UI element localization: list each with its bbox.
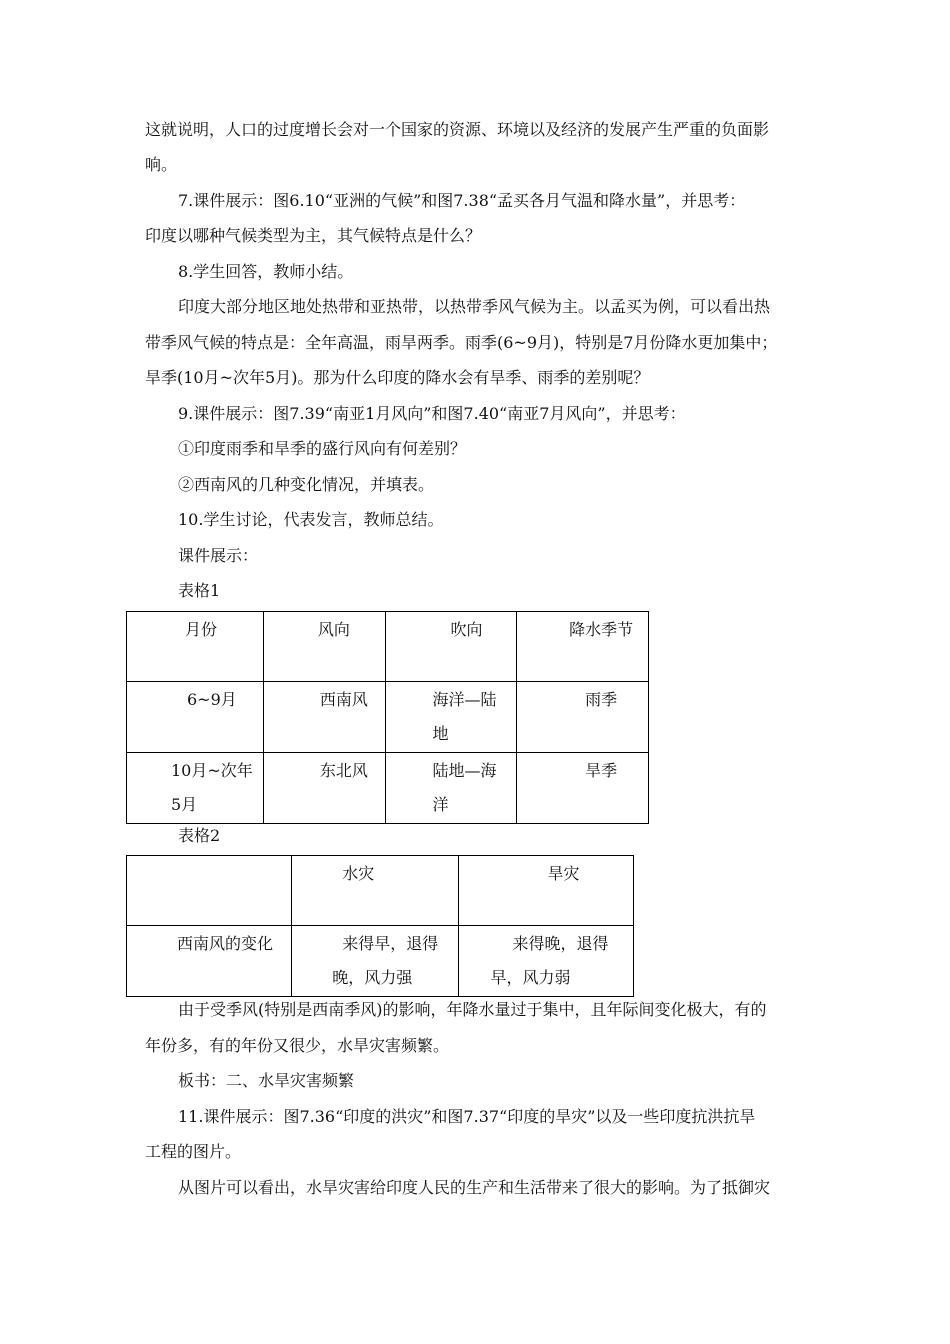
paragraph-line: 印度大部分地区地处热带和亚热带，以热带季风气候为主。以孟买为例，可以看出热 bbox=[178, 297, 771, 316]
table-row bbox=[127, 926, 634, 997]
cell-line: 海洋—陆 bbox=[432, 690, 497, 709]
table-cell bbox=[386, 682, 517, 753]
table-header-cell: 降水季节 bbox=[517, 612, 649, 682]
cell-line: 5月 bbox=[171, 795, 198, 814]
paragraph-line: ②西南风的几种变化情况，并填表。 bbox=[178, 475, 435, 494]
paragraph-line: 10.学生讨论，代表发言，教师总结。 bbox=[178, 510, 444, 529]
table-header-cell bbox=[127, 856, 292, 926]
cell-line: 晚，风力强 bbox=[332, 968, 413, 987]
table-cell bbox=[292, 926, 458, 997]
table-header-cell: 旱灾 bbox=[458, 856, 633, 926]
table-cell: 东北风 bbox=[263, 753, 386, 824]
paragraph-line: 课件展示： bbox=[178, 546, 259, 565]
table-header-cell: 月份 bbox=[127, 612, 264, 682]
table-header-cell: 吹向 bbox=[386, 612, 517, 682]
paragraph-line: 响。 bbox=[145, 155, 178, 174]
paragraph-line: 板书：二、水旱灾害频繁 bbox=[178, 1071, 355, 1090]
cell-line: 地 bbox=[432, 724, 449, 743]
table-cell: 雨季 bbox=[517, 682, 649, 753]
paragraph-line: 年份多，有的年份又很少，水旱灾害频繁。 bbox=[145, 1036, 450, 1055]
table-cell bbox=[458, 926, 633, 997]
table-cell: 西南风的变化 bbox=[127, 926, 292, 997]
table-cell: 6~9月 bbox=[127, 682, 264, 753]
table-caption: 表格2 bbox=[178, 826, 221, 845]
wind-table bbox=[126, 611, 649, 824]
paragraph-line: 由于受季风(特别是西南季风)的影响，年降水量过于集中，且年际间变化极大，有的 bbox=[178, 1000, 767, 1019]
cell-line: 早，风力弱 bbox=[490, 968, 571, 987]
table-cell: 旱季 bbox=[517, 753, 649, 824]
table-header-cell: 风向 bbox=[263, 612, 386, 682]
table-row bbox=[127, 753, 649, 824]
paragraph-line: 9.课件展示：图7.39“南亚1月风向”和图7.40“南亚7月风向”，并思考： bbox=[178, 404, 686, 423]
paragraph-line: 工程的图片。 bbox=[145, 1142, 242, 1161]
table-header-row bbox=[127, 856, 634, 926]
paragraph-line: 带季风气候的特点是：全年高温，雨旱两季。雨季(6~9月)，特别是7月份降水更加集中； bbox=[145, 333, 778, 352]
cell-line: 陆地—海 bbox=[432, 761, 497, 780]
paragraph-line: 11.课件展示：图7.36“印度的洪灾”和图7.37“印度的旱灾”以及一些印度抗洪抗旱 bbox=[178, 1107, 756, 1126]
cell-line: 来得晚，退得 bbox=[512, 934, 609, 953]
paragraph-line: ①印度雨季和旱季的盛行风向有何差别？ bbox=[178, 439, 467, 458]
paragraph-line: 8.学生回答，教师小结。 bbox=[178, 262, 354, 281]
cell-line: 洋 bbox=[432, 795, 449, 814]
table-cell bbox=[127, 753, 264, 824]
paragraph-line: 旱季(10月~次年5月)。那为什么印度的降水会有旱季、雨季的差别呢？ bbox=[145, 368, 650, 387]
table-cell bbox=[386, 753, 517, 824]
paragraph-line: 从图片可以看出，水旱灾害给印度人民的生产和生活带来了很大的影响。为了抵御灾 bbox=[178, 1178, 771, 1197]
cell-line: 10月~次年 bbox=[171, 761, 253, 780]
paragraph-line: 7.课件展示：图6.10“亚洲的气候”和图7.38“孟买各月气温和降水量”，并思考： bbox=[178, 191, 746, 210]
table-caption: 表格1 bbox=[178, 581, 221, 600]
disaster-table bbox=[126, 855, 634, 997]
paragraph-line: 印度以哪种气候类型为主，其气候特点是什么？ bbox=[145, 226, 482, 245]
paragraph-line: 这就说明，人口的过度增长会对一个国家的资源、环境以及经济的发展产生严重的负面影 bbox=[145, 120, 770, 139]
table-header-cell: 水灾 bbox=[292, 856, 458, 926]
table-header-row bbox=[127, 612, 649, 682]
cell-line: 来得早，退得 bbox=[342, 934, 439, 953]
table-row bbox=[127, 682, 649, 753]
table-cell: 西南风 bbox=[263, 682, 386, 753]
